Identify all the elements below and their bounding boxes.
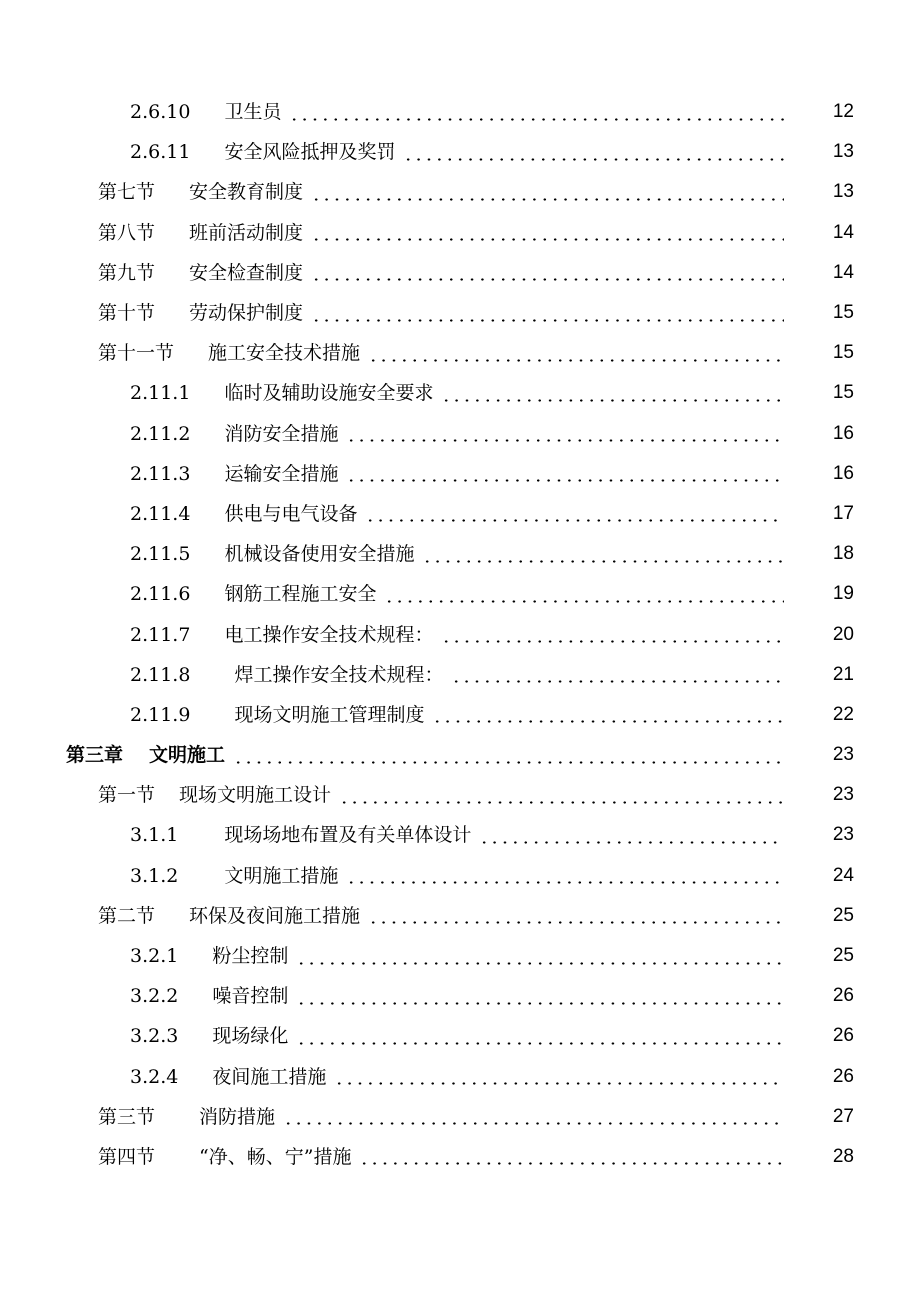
toc-entry-title: 现场文明施工管理制度 bbox=[234, 703, 425, 726]
toc-entry-number: 3.2.2 bbox=[130, 985, 179, 1008]
toc-entry-number: 第八节 bbox=[98, 221, 156, 244]
toc-dot-leader bbox=[346, 439, 784, 442]
toc-entry-title: “净、畅、宁”措施 bbox=[199, 1145, 352, 1168]
toc-entry-title: 夜间施工措施 bbox=[212, 1065, 327, 1088]
toc-page-number: 25 bbox=[832, 904, 854, 926]
toc-entry-title: 卫生员 bbox=[224, 101, 282, 124]
toc-dot-leader bbox=[441, 399, 784, 402]
toc-dot-leader bbox=[365, 519, 784, 522]
toc-subsection-entry[interactable] bbox=[0, 574, 920, 614]
toc-page-number: 17 bbox=[832, 502, 854, 524]
toc-entry-number: 2.11.4 bbox=[130, 502, 191, 525]
toc-dot-leader bbox=[346, 479, 784, 482]
toc-page-number: 13 bbox=[832, 181, 854, 203]
toc-entry-number: 第二节 bbox=[98, 904, 156, 927]
toc-section-entry[interactable] bbox=[0, 1137, 920, 1177]
toc-entry-number: 3.1.2 bbox=[130, 864, 179, 887]
toc-entry-title: 安全风险抵押及奖罚 bbox=[224, 141, 396, 164]
toc-page-number: 19 bbox=[832, 583, 854, 605]
toc-page-number: 26 bbox=[832, 1065, 854, 1087]
toc-subsection-entry[interactable] bbox=[0, 373, 920, 413]
toc-dot-leader bbox=[233, 761, 784, 764]
toc-page-number: 14 bbox=[832, 221, 854, 243]
toc-dot-leader bbox=[451, 680, 784, 683]
toc-entry-number: 3.2.4 bbox=[130, 1065, 179, 1088]
toc-subsection-entry[interactable] bbox=[0, 1016, 920, 1056]
toc-subsection-entry[interactable] bbox=[0, 614, 920, 654]
toc-entry-title: 施工安全技术措施 bbox=[208, 342, 361, 365]
toc-page-number: 12 bbox=[832, 101, 854, 123]
toc-entry-title: 粉尘控制 bbox=[212, 945, 289, 968]
toc-page-number: 14 bbox=[832, 261, 854, 283]
toc-entry-title: 临时及辅助设施安全要求 bbox=[224, 382, 434, 405]
toc-entry-number: 第七节 bbox=[98, 181, 156, 204]
toc-entry-number: 第三章 bbox=[66, 744, 124, 767]
toc-entry-number: 2.11.7 bbox=[130, 623, 191, 646]
toc-dot-leader bbox=[311, 319, 784, 322]
table-of-contents bbox=[0, 92, 920, 1177]
toc-entry-title: 文明施工 bbox=[149, 744, 226, 767]
toc-dot-leader bbox=[346, 881, 784, 884]
toc-entry-title: 劳动保护制度 bbox=[189, 302, 304, 325]
toc-entry-number: 3.2.1 bbox=[130, 945, 179, 968]
toc-subsection-entry[interactable] bbox=[0, 695, 920, 735]
toc-entry-number: 2.11.9 bbox=[130, 703, 191, 726]
toc-entry-number: 2.11.1 bbox=[130, 382, 191, 405]
toc-page-number: 16 bbox=[832, 462, 854, 484]
toc-subsection-entry[interactable] bbox=[0, 92, 920, 132]
toc-page-number: 13 bbox=[832, 141, 854, 163]
toc-page-number: 16 bbox=[832, 422, 854, 444]
toc-dot-leader bbox=[359, 1162, 784, 1165]
toc-entry-number: 2.6.11 bbox=[130, 141, 191, 164]
toc-entry-title: 噪音控制 bbox=[212, 985, 289, 1008]
toc-dot-leader bbox=[296, 962, 784, 965]
toc-page-number: 18 bbox=[832, 543, 854, 565]
toc-dot-leader bbox=[368, 921, 784, 924]
toc-entry-title: 环保及夜间施工措施 bbox=[189, 904, 361, 927]
toc-dot-leader bbox=[296, 1042, 784, 1045]
toc-entry-title: 机械设备使用安全措施 bbox=[224, 543, 415, 566]
toc-entry-number: 2.11.5 bbox=[130, 543, 191, 566]
toc-entry-title: 钢筋工程施工安全 bbox=[224, 583, 377, 606]
toc-page-number: 15 bbox=[832, 342, 854, 364]
toc-dot-leader bbox=[296, 1002, 784, 1005]
toc-entry-title: 安全教育制度 bbox=[189, 181, 304, 204]
toc-page-number: 26 bbox=[832, 985, 854, 1007]
toc-subsection-entry[interactable] bbox=[0, 976, 920, 1016]
toc-page-number: 27 bbox=[832, 1105, 854, 1127]
toc-section-entry[interactable] bbox=[0, 213, 920, 253]
toc-page-number: 15 bbox=[832, 302, 854, 324]
toc-entry-title: 文明施工措施 bbox=[224, 864, 339, 887]
toc-entry-number: 第十节 bbox=[98, 302, 156, 325]
toc-dot-leader bbox=[334, 1082, 784, 1085]
toc-dot-leader bbox=[384, 600, 784, 603]
toc-dot-leader bbox=[432, 720, 784, 723]
toc-page-number: 24 bbox=[832, 864, 854, 886]
toc-dot-leader bbox=[283, 1122, 784, 1125]
toc-entry-number: 2.11.8 bbox=[130, 663, 191, 686]
toc-entry-number: 3.1.1 bbox=[130, 824, 179, 847]
toc-entry-number: 第四节 bbox=[98, 1145, 156, 1168]
toc-chapter-entry[interactable] bbox=[0, 735, 920, 775]
toc-section-entry[interactable] bbox=[0, 896, 920, 936]
toc-entry-number: 第一节 bbox=[98, 784, 156, 807]
toc-entry-title: 安全检查制度 bbox=[189, 261, 304, 284]
toc-section-entry[interactable] bbox=[0, 1097, 920, 1137]
toc-subsection-entry[interactable] bbox=[0, 534, 920, 574]
toc-page-number: 15 bbox=[832, 382, 854, 404]
toc-entry-number: 2.11.2 bbox=[130, 422, 191, 445]
toc-section-entry[interactable] bbox=[0, 775, 920, 815]
toc-dot-leader bbox=[289, 118, 784, 121]
toc-page-number: 23 bbox=[832, 824, 854, 846]
toc-dot-leader bbox=[479, 841, 784, 844]
toc-subsection-entry[interactable] bbox=[0, 936, 920, 976]
toc-dot-leader bbox=[422, 560, 784, 563]
toc-dot-leader bbox=[339, 801, 784, 804]
toc-subsection-entry[interactable] bbox=[0, 414, 920, 454]
toc-subsection-entry[interactable] bbox=[0, 856, 920, 896]
toc-page-number: 20 bbox=[832, 623, 854, 645]
toc-page-number: 23 bbox=[832, 784, 854, 806]
toc-dot-leader bbox=[441, 640, 784, 643]
toc-entry-number: 2.11.3 bbox=[130, 462, 191, 485]
toc-section-entry[interactable] bbox=[0, 172, 920, 212]
toc-page-number: 26 bbox=[832, 1025, 854, 1047]
toc-subsection-entry[interactable] bbox=[0, 655, 920, 695]
toc-entry-number: 第九节 bbox=[98, 261, 156, 284]
toc-entry-number: 3.2.3 bbox=[130, 1025, 179, 1048]
toc-page-number: 25 bbox=[832, 945, 854, 967]
toc-entry-title: 班前活动制度 bbox=[189, 221, 304, 244]
toc-entry-number: 2.6.10 bbox=[130, 101, 191, 124]
toc-page-number: 28 bbox=[832, 1145, 854, 1167]
toc-entry-title: 消防措施 bbox=[199, 1105, 276, 1128]
toc-entry-title: 现场绿化 bbox=[212, 1025, 289, 1048]
toc-dot-leader bbox=[311, 278, 784, 281]
toc-subsection-entry[interactable] bbox=[0, 132, 920, 172]
toc-subsection-entry[interactable] bbox=[0, 494, 920, 534]
toc-entry-title: 消防安全措施 bbox=[224, 422, 339, 445]
toc-dot-leader bbox=[368, 359, 784, 362]
toc-entry-number: 第十一节 bbox=[98, 342, 175, 365]
toc-dot-leader bbox=[403, 158, 784, 161]
toc-page-number: 23 bbox=[832, 744, 854, 766]
toc-section-entry[interactable] bbox=[0, 333, 920, 373]
toc-subsection-entry[interactable] bbox=[0, 454, 920, 494]
toc-entry-number: 第三节 bbox=[98, 1105, 156, 1128]
toc-entry-title: 焊工操作安全技术规程： bbox=[234, 663, 444, 686]
toc-dot-leader bbox=[311, 198, 784, 201]
toc-entry-title: 电工操作安全技术规程： bbox=[224, 623, 434, 646]
toc-entry-title: 供电与电气设备 bbox=[224, 502, 358, 525]
toc-subsection-entry[interactable] bbox=[0, 815, 920, 855]
toc-dot-leader bbox=[311, 238, 784, 241]
toc-entry-title: 运输安全措施 bbox=[224, 462, 339, 485]
toc-section-entry[interactable] bbox=[0, 253, 920, 293]
toc-page-number: 22 bbox=[832, 703, 854, 725]
toc-entry-title: 现场场地布置及有关单体设计 bbox=[224, 824, 472, 847]
toc-section-entry[interactable] bbox=[0, 293, 920, 333]
toc-entry-number: 2.11.6 bbox=[130, 583, 191, 606]
toc-page-number: 21 bbox=[832, 663, 854, 685]
toc-subsection-entry[interactable] bbox=[0, 1057, 920, 1097]
toc-entry-title: 现场文明施工设计 bbox=[179, 784, 332, 807]
